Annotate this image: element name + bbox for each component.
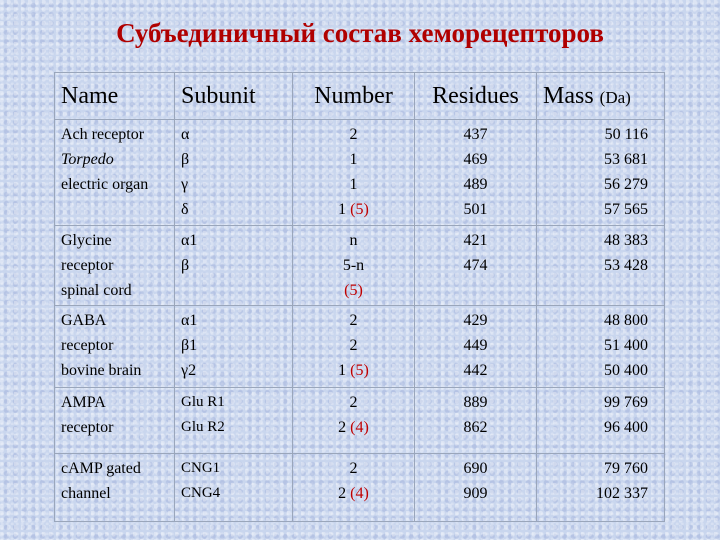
number: n (349, 232, 358, 249)
mass: 79 760 (604, 460, 648, 477)
header-residues: Residues (415, 73, 537, 120)
number-cell (293, 226, 415, 306)
total-subunits: (4) (350, 419, 369, 436)
residues-cell (415, 388, 537, 454)
receptor-name-cell (55, 454, 175, 522)
number: 2 (349, 460, 358, 477)
receptor-name: receptor (61, 337, 114, 354)
table-row (55, 226, 665, 306)
residues: 489 (463, 176, 488, 193)
total-subunits: (5) (350, 362, 369, 379)
mass: 50 400 (604, 362, 648, 379)
number-cell (293, 388, 415, 454)
number-cell (293, 120, 415, 226)
number: 1 (349, 151, 358, 168)
subunit: Glu R1 (181, 394, 225, 410)
receptor-tissue: bovine brain (61, 362, 142, 379)
number-cell (293, 306, 415, 388)
residues: 442 (463, 362, 488, 379)
mass: 50 116 (604, 126, 648, 143)
number: 5-n (342, 257, 365, 274)
number: 2 (349, 126, 358, 143)
mass: 102 337 (596, 485, 648, 502)
mass-cell (537, 306, 665, 388)
header-row (55, 73, 665, 120)
mass: 51 400 (604, 337, 648, 354)
subunit: δ (181, 201, 189, 218)
residues: 429 (463, 312, 488, 329)
subunit-cell (175, 306, 293, 388)
residues: 437 (463, 126, 488, 143)
mass: 96 400 (604, 419, 648, 436)
number: 1 (338, 201, 351, 218)
residues-cell (415, 120, 537, 226)
receptor-name: Ach receptor (61, 126, 145, 143)
header-mass-label: Mass (543, 82, 594, 109)
mass: 99 769 (604, 394, 648, 411)
subunit: Glu R2 (181, 419, 225, 435)
receptor-name-cell (55, 388, 175, 454)
total-subunits: (5) (344, 282, 363, 299)
residues: 501 (463, 201, 488, 218)
total-subunits: (4) (350, 485, 369, 502)
number-with-total (338, 197, 369, 222)
subunit: α1 (181, 312, 198, 329)
receptor-name: Glycine (61, 232, 112, 249)
slide-title: Субъединичный состав хеморецепторов (116, 18, 604, 48)
mass: 53 428 (604, 257, 648, 274)
mass-cell (537, 226, 665, 306)
residues: 474 (463, 257, 488, 274)
mass: 57 565 (604, 201, 648, 218)
table-row (55, 306, 665, 388)
header-mass-unit: (Da) (599, 87, 631, 107)
residues: 862 (463, 419, 488, 436)
residues: 889 (463, 394, 488, 411)
subunit-cell (175, 388, 293, 454)
number-cell (293, 454, 415, 522)
number: 1 (338, 362, 351, 379)
residues: 469 (463, 151, 488, 168)
total-subunits: (5) (350, 201, 369, 218)
receptor-species: Torpedo (61, 151, 114, 168)
number-with-total (338, 358, 369, 383)
residues: 909 (463, 485, 488, 502)
table-row (55, 388, 665, 454)
subunit: α (181, 126, 190, 143)
number: 1 (349, 176, 358, 193)
header-number: Number (293, 73, 415, 120)
subunit-cell (175, 454, 293, 522)
table-row (55, 120, 665, 226)
residues: 449 (463, 337, 488, 354)
header-name: Name (55, 73, 175, 120)
header-subunit: Subunit (175, 73, 293, 120)
number: 2 (338, 419, 351, 436)
subunit: CNG4 (181, 485, 221, 501)
header-mass (537, 73, 665, 120)
receptor-name-cell (55, 306, 175, 388)
residues-cell (415, 226, 537, 306)
mass: 56 279 (604, 176, 648, 193)
receptor-name: receptor (61, 419, 114, 436)
receptor-tissue: spinal cord (61, 282, 132, 299)
number: 2 (349, 394, 358, 411)
mass: 48 800 (604, 312, 648, 329)
subunit: β1 (181, 337, 198, 354)
number: 2 (349, 337, 358, 354)
receptor-name: GABA (61, 312, 107, 329)
subunit: β (181, 257, 190, 274)
subunit-cell (175, 120, 293, 226)
mass: 53 681 (604, 151, 648, 168)
subunit: CNG1 (181, 460, 221, 476)
number: 2 (338, 485, 351, 502)
number: 2 (349, 312, 358, 329)
subunit: β (181, 151, 190, 168)
receptor-table (54, 72, 665, 522)
residues: 690 (463, 460, 488, 477)
mass-cell (537, 388, 665, 454)
receptor-name: cAMP gated (61, 460, 141, 477)
subunit: α1 (181, 232, 198, 249)
receptor-name-cell (55, 226, 175, 306)
subunit: γ2 (181, 362, 197, 379)
receptor-name: AMPA (61, 394, 106, 411)
number-with-total (338, 415, 369, 440)
subunit-cell (175, 226, 293, 306)
mass: 48 383 (604, 232, 648, 249)
receptor-name: receptor (61, 257, 114, 274)
residues-cell (415, 454, 537, 522)
table-row (55, 454, 665, 522)
receptor-tissue: electric organ (61, 176, 149, 193)
mass-cell (537, 120, 665, 226)
mass-cell (537, 454, 665, 522)
residues-cell (415, 306, 537, 388)
number-with-total (338, 481, 369, 506)
residues: 421 (463, 232, 488, 249)
subunit: γ (181, 176, 189, 193)
receptor-name-cell (55, 120, 175, 226)
receptor-name: channel (61, 485, 111, 502)
